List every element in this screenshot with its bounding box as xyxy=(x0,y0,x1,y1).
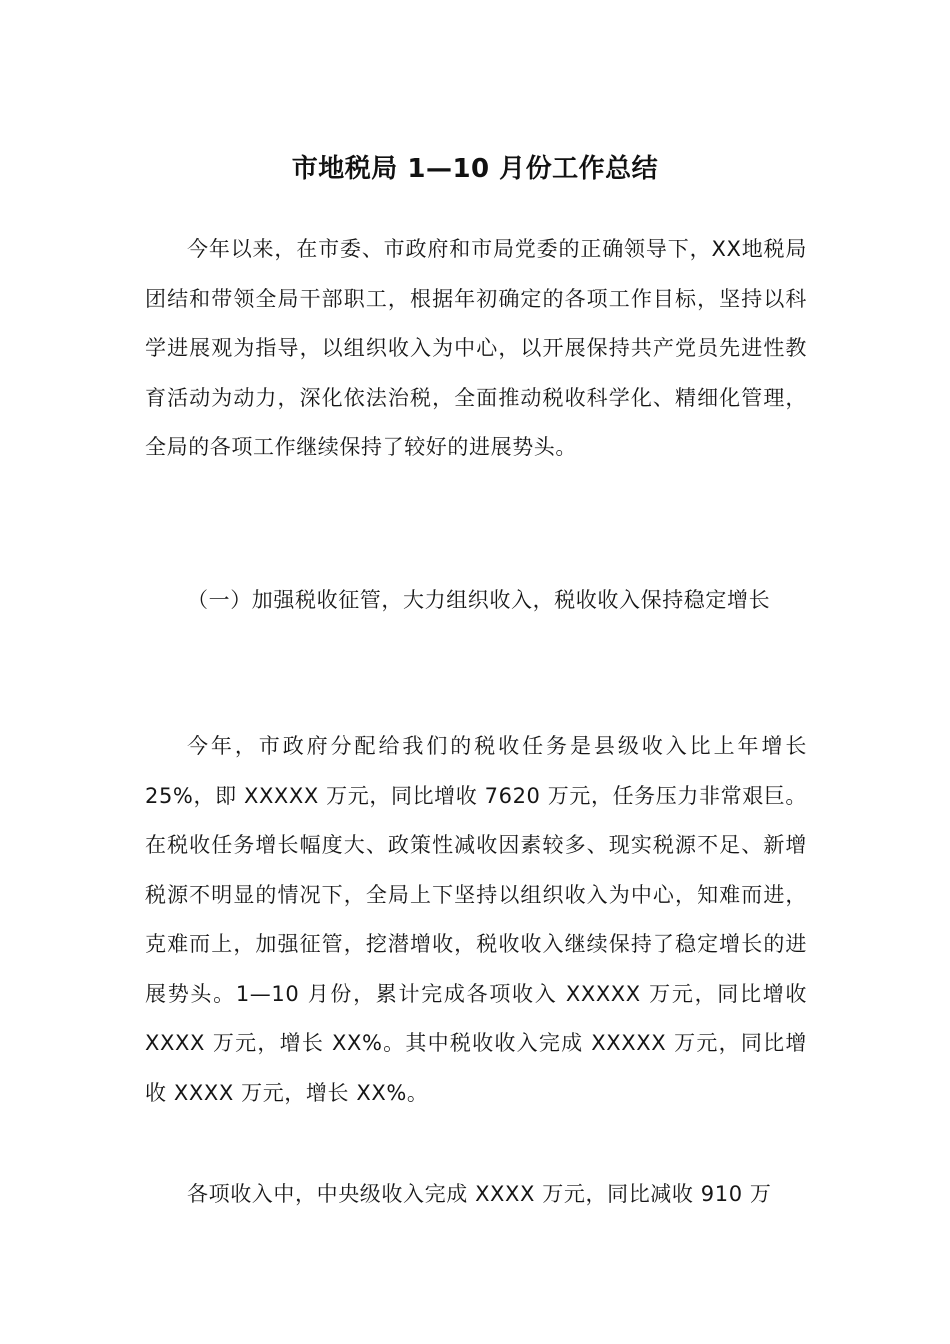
document-title: 市地税局 1—10 月份工作总结 xyxy=(291,154,659,185)
paragraph-tax-task: 今年，市政府分配给我们的税收任务是县级收入比上年增长 25%，即 XXXXX 万元，同比增收 7620 万元，任务压力非常艰巨。在税收任务增长幅度大、政策性减收因素较多、现实税源不足、新增税源不明显的情况下，全局上下坚持以组织收入为中心，知难而进，克难而上，加强征管，挖潜增收，税收收入继续保持了稳定增长的进展势头。1—10 月份，累计完成各项收入 XXXXX 万元，同比增收 XXXX 万元，增长 XX%。其中税收收入完成 XXXXX 万元，同比增收 XXXX 万元，增长 XX%。 xyxy=(145,734,807,1105)
section-heading-1: （一）加强税收征管，大力组织收入，税收收入保持稳定增长 xyxy=(187,588,771,612)
paragraph-revenue-breakdown: 各项收入中，中央级收入完成 XXXX 万元，同比减收 910 万 xyxy=(187,1182,772,1206)
paragraph-intro: 今年以来，在市委、市政府和市局党委的正确领导下，XX地税局团结和带领全局干部职工，根据年初确定的各项工作目标，坚持以科学进展观为指导，以组织收入为中心，以开展保持共产党员先进性教育活动为动力，深化依法治税，全面推动税收科学化、精细化管理，全局的各项工作继续保持了较好的进展势头。 xyxy=(145,237,807,459)
